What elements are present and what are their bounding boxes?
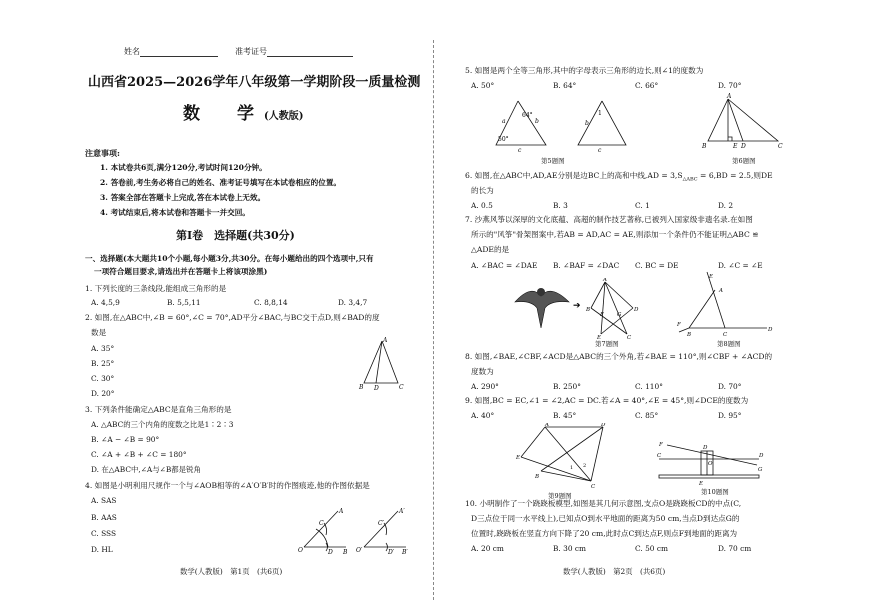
fig7-caption: 第7题图: [595, 340, 619, 348]
q5-fig-angle-50: 50°: [498, 136, 509, 143]
q5-figure: [490, 95, 630, 155]
q4-arc-3: [316, 529, 328, 547]
q9-line-dc: [591, 427, 603, 481]
q8-figure: [675, 270, 785, 338]
q8-label-f: F: [677, 322, 681, 328]
q1-option-b: B. 5,5,11: [167, 298, 201, 307]
q8-label-b: B: [687, 332, 692, 338]
q5-option-d: D. 70°: [718, 81, 742, 90]
section-intro-1: 一、选择题(本大题共10个小题,每小题3分,共30分。在每小题给出的四个选项中,只有: [85, 254, 374, 263]
q3-option-c: C. ∠A + ∠B + ∠C = 180°: [91, 450, 187, 459]
q2-option-a: A. 35°: [91, 344, 115, 353]
q7-line-ae: [601, 282, 605, 334]
q2-stem-1: 2. 如图,在△ABC中,∠B = 60°,∠C = 70°,AD平分∠BAC,与BC交于点D,则∠BAD的度: [85, 313, 380, 322]
q9-option-c: C. 85°: [635, 411, 659, 420]
q10-option-c: C. 50 cm: [635, 544, 668, 553]
q10-label-f: F: [659, 442, 663, 448]
edition: (人教版): [264, 111, 304, 122]
notice-title: 注意事项:: [85, 148, 120, 158]
q4-ray-oa: [304, 511, 338, 547]
q4-ray-o2a2: [364, 511, 398, 547]
q10-ground: [659, 475, 759, 478]
q6-label-e: E: [733, 143, 738, 150]
q2-label-d: D: [374, 385, 379, 392]
q8-option-b: B. 250°: [553, 382, 581, 391]
q4-label-c2: C′: [378, 520, 384, 527]
q7-option-d: D. ∠C = ∠E: [718, 261, 763, 270]
q5-stem: 5. 如图是两个全等三角形,其中的字母表示三角形的边长,则∠1的度数为: [465, 66, 704, 75]
kite-drawing: [515, 288, 569, 328]
q6-option-b: B. 3: [553, 201, 568, 210]
q10-option-a: A. 20 cm: [471, 544, 504, 553]
q9-line-ae: [521, 427, 545, 457]
exam-no-underline: [267, 48, 353, 57]
q10-stem-2: D三点位于同一水平线上),已知点O到水平地面的距离为50 cm,当点D到达点G的: [471, 514, 740, 523]
q5-fig-angle-1: 1: [598, 110, 602, 117]
page-divider: [433, 40, 434, 600]
q6-label-a: A: [727, 93, 732, 100]
q4-label-b2: B′: [402, 549, 408, 555]
q4-arc-1: [324, 523, 327, 535]
notice-4: 4. 考试结束后,将本试卷和答题卡一并交回。: [100, 208, 250, 217]
q9-label-a: A: [545, 423, 549, 428]
q9-label-c: C: [591, 484, 596, 490]
q6-stem-sub: △ABC: [682, 176, 698, 183]
q2-stem-2: 数是: [91, 328, 107, 337]
kite-head: [537, 288, 545, 296]
q8-stem-2: 度数为: [471, 367, 494, 376]
q10-stem-3: 位置时,跷跷板在竖直方向下降了20 cm,此时点C到达点F,则点F到地面的距离为: [471, 529, 738, 538]
q2-option-c: C. 30°: [91, 374, 115, 383]
q7-option-c: C. BC = DE: [635, 261, 679, 270]
q10-figure: [655, 435, 765, 487]
q6-label-c: C: [778, 143, 783, 150]
q8-label-a: A: [719, 288, 723, 294]
q2-label-a: A: [383, 337, 388, 344]
q4-label-d: D: [328, 549, 333, 555]
q8-label-d: D: [768, 327, 773, 333]
q3-option-a: A. △ABC的三个内角的度数之比是1∶2∶3: [91, 420, 234, 429]
q8-option-a: A. 290°: [471, 382, 499, 391]
q8-stem-1: 8. 如图,∠BAE,∠CBF,∠ACD是△ABC的三个外角,若∠BAE = 110°,则∠CBF + ∠ACD的: [465, 352, 773, 361]
exam-title: 山西省2025—2026学年八年级第一学期阶段一质量检测: [88, 75, 421, 90]
q7-stem-2: 所示的"风筝"骨架图案中,若AB = AD,AC = AE,则添加一个条件仍不能证明△ABC ≌: [471, 230, 759, 239]
q7-label-c: C: [627, 335, 632, 340]
q2-option-b: B. 25°: [91, 359, 115, 368]
q4-label-a: A: [339, 508, 344, 515]
q4-stem: 4. 如图是小明利用尺规作一个与∠AOB相等的∠A′O′B′时的作图痕迹,他的作图依据是: [85, 481, 370, 490]
q6-label-d: D: [741, 143, 746, 150]
part-title: 第Ⅰ卷 选择题(共30分): [176, 229, 295, 242]
q6-label-b: B: [702, 143, 707, 150]
q2-label-b: B: [359, 384, 364, 391]
q5-fig-side-c: c: [518, 147, 522, 154]
q4-option-a: A. SAS: [91, 496, 117, 505]
q6-triangle: [708, 99, 778, 141]
q4-label-o2: O′: [356, 547, 363, 554]
name-label: 姓名: [124, 47, 140, 56]
exam-no-field: [235, 47, 353, 57]
q5-fig-side-b2: b: [585, 120, 589, 127]
q10-label-d-top: D: [703, 445, 708, 451]
arrow-icon: ➔: [573, 301, 581, 311]
section-intro-2: 一项符合题目要求,请选出并在答题卡上将该项涂黑): [94, 267, 268, 276]
q7-stem-3: △ADE的是: [471, 245, 510, 254]
q1-option-a: A. 4,5,9: [91, 298, 120, 307]
q10-label-g: G: [758, 467, 763, 473]
q6-stem-1b: = 6,BD = 2.5,则DE: [697, 171, 773, 180]
q5-fig-side-b: b: [535, 118, 539, 125]
q7-line-ad: [605, 282, 633, 308]
notice-2: 2. 答卷前,考生务必将自己的姓名、准考证号填写在本试卷相应的位置。: [100, 178, 342, 187]
q6-option-d: D. 2: [718, 201, 734, 210]
q8-line-ab: [689, 290, 715, 328]
q7-label-b: B: [586, 307, 591, 313]
notice-3: 3. 答案全部在答题卡上完成,答在本试卷上无效。: [100, 193, 266, 202]
q9-angle-2: 2: [583, 463, 587, 469]
q8-line-ea: [707, 272, 725, 328]
q4-figure: [296, 505, 412, 555]
q9-label-d: D: [601, 423, 606, 428]
q6-stem-1a: 6. 如图,在△ABC中,AD,AE分别是边BC上的高和中线,AD = 3,S: [465, 171, 683, 180]
q10-label-o: O: [708, 461, 713, 467]
q9-stem: 9. 如图,BC = EC,∠1 = ∠2,AC = DC.若∠A = 40°,∠E = 45°,则∠DCE的度数为: [465, 396, 749, 405]
q4-label-a2: A′: [399, 508, 405, 515]
name-underline: [140, 48, 218, 57]
q3-stem: 3. 下列条件能确定△ABC是直角三角形的是: [85, 405, 232, 414]
exam-no-label: 准考证号: [235, 47, 267, 56]
q8-label-e: E: [709, 274, 714, 280]
subject-title: [183, 104, 303, 125]
q2-option-d: D. 20°: [91, 389, 115, 398]
q7-stem-1: 7. 沙燕风筝以深厚的文化底蕴、高超的制作技艺著称,已被列入国家级非遗名录.在如图: [465, 215, 753, 224]
q5-option-c: C. 66°: [635, 81, 659, 90]
q8-option-d: D. 70°: [718, 382, 742, 391]
q4-label-c: C: [319, 520, 324, 527]
fig10-caption: 第10题图: [701, 488, 729, 496]
q9-option-d: D. 95°: [718, 411, 742, 420]
q7-figure: [507, 278, 647, 340]
q10-label-d: D: [759, 453, 764, 459]
q7-label-f: F: [600, 312, 604, 318]
q10-option-d: D. 70 cm: [718, 544, 752, 553]
q9-option-b: B. 45°: [553, 411, 577, 420]
q1-option-d: D. 3,4,7: [338, 298, 368, 307]
q7-label-d: D: [634, 307, 639, 313]
q9-label-e: E: [516, 455, 521, 461]
notice-1: 1. 本试卷共6页,满分120分,考试时间120分钟。: [100, 163, 267, 172]
q4-option-c: C. SSS: [91, 529, 117, 538]
q6-right-angle-mark: [728, 137, 732, 141]
q7-label-g: G: [617, 312, 622, 318]
fig5-caption: 第5题图: [541, 157, 565, 165]
q8-option-c: C. 110°: [635, 382, 663, 391]
fig9-caption: 第9题图: [548, 492, 572, 500]
q2-label-c: C: [399, 384, 404, 391]
q1-stem: 1. 下列长度的三条线段,能组成三角形的是: [85, 284, 227, 293]
q4-option-d: D. HL: [91, 545, 113, 554]
q6-stem-1: [465, 171, 773, 183]
q10-label-e: E: [699, 481, 704, 487]
q5-fig-side-a: a: [502, 118, 506, 125]
q7-option-a: A. ∠BAC = ∠DAE: [471, 261, 538, 270]
subject: 数 学: [183, 104, 264, 124]
fig6-caption: 第6题图: [732, 157, 756, 165]
q10-label-c: C: [657, 453, 662, 459]
q5-fig-angle-64: 64°: [522, 112, 533, 119]
q4-arc-4: [384, 523, 387, 535]
q3-option-b: B. ∠A − ∠B = 90°: [91, 435, 160, 444]
q5-option-b: B. 64°: [553, 81, 577, 90]
right-page: [435, 0, 870, 615]
q9-option-a: A. 40°: [471, 411, 495, 420]
q2-figure: [356, 335, 406, 395]
q4-label-d2: D′: [388, 549, 395, 555]
left-footer: 数学(人教版) 第1页 (共6页): [180, 567, 283, 576]
q9-label-b: B: [535, 474, 540, 480]
right-footer: 数学(人教版) 第2页 (共6页): [563, 567, 666, 576]
q10-stem-1: 10. 小明制作了一个跷跷板模型,如图是其几何示意图,支点O是跷跷板CD的中点(C,: [465, 499, 742, 508]
q3-option-d: D. 在△ABC中,∠A与∠B都是锐角: [91, 465, 201, 474]
q6-option-c: C. 1: [635, 201, 650, 210]
q8-label-c: C: [723, 332, 728, 338]
q4-label-b: B: [343, 549, 348, 555]
q9-figure: [515, 423, 607, 491]
kite-body: [515, 291, 569, 328]
q9-angle-1: 1: [570, 465, 574, 471]
q6-stem-2: 的长为: [471, 186, 494, 195]
q7-label-a: A: [603, 278, 607, 283]
q4-label-o: O: [298, 547, 303, 554]
q5-option-a: A. 50°: [471, 81, 495, 90]
q1-option-c: C. 8,8,14: [254, 298, 288, 307]
q7-label-e: E: [597, 335, 602, 340]
q5-fig-side-c2: c: [598, 147, 602, 154]
q6-option-a: A. 0.5: [471, 201, 493, 210]
q7-option-b: B. ∠BAF = ∠DAC: [553, 261, 620, 270]
q4-option-b: B. AAS: [91, 513, 117, 522]
q10-option-b: B. 30 cm: [553, 544, 587, 553]
name-field: [124, 47, 218, 57]
q6-figure: [700, 93, 790, 153]
fig8-caption: 第8题图: [717, 340, 741, 348]
